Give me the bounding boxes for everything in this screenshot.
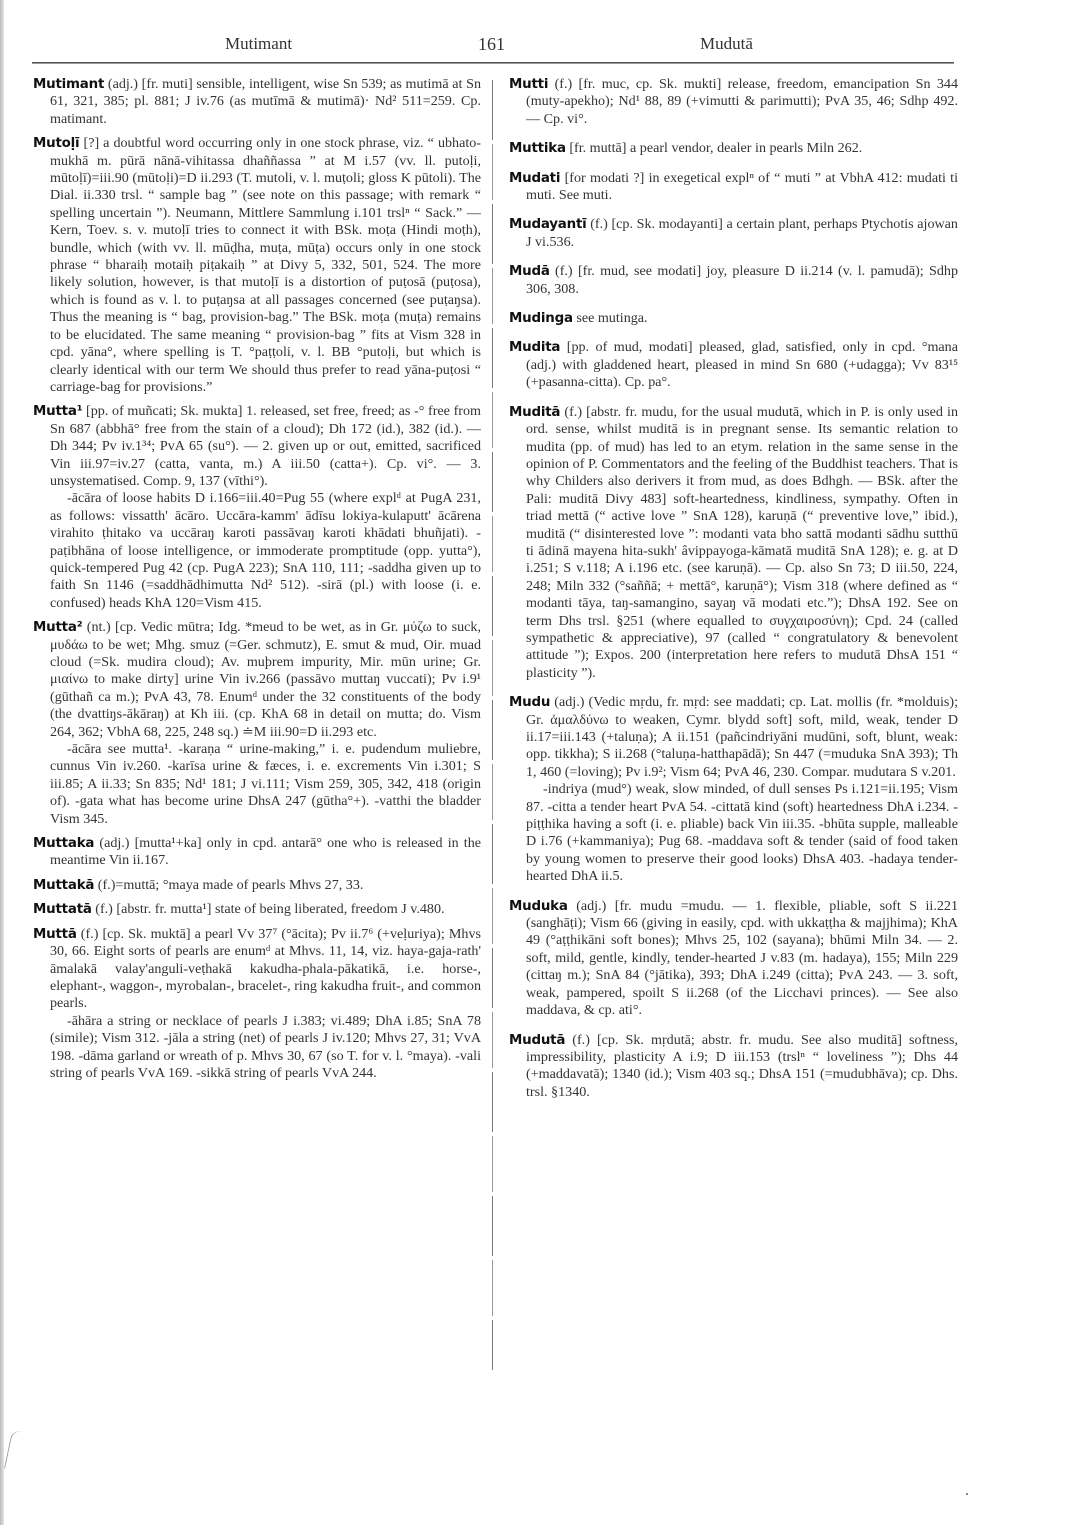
dictionary-entry xyxy=(509,1032,958,1102)
dictionary-entry xyxy=(509,310,958,327)
entry-definition: (f.) [fr. muc, cp. Sk. mukti] release, freedom, emancipation Sn 344 (muty-apekho); Nd¹ 88, 89 (+vimutti & parimutti); PvA 35, 46; Sdhp 492. — Cp. vi°. xyxy=(526,76,958,127)
entry-definition: (adj.) [fr. muti] sensible, intelligent, wise Sn 539; as mutimā at Sn 61, 321, 385; pl. 881; J iv.76 (as mutīmā & mutimā)· Nd² 511=259. Cp. matimant. xyxy=(50,76,481,127)
dictionary-entry xyxy=(33,76,481,128)
entry-headword: Mudutā xyxy=(509,1032,566,1048)
entry-definition: (f.) [cp. Sk. muktā] a pearl Vv 37⁷ (°ācita); Pv ii.7⁶ (+veḷuriya); Mhvs 30, 66. Eight sorts of pearls are enumᵈ at Mhvs. 11, 14, viz. haya-gaja-rath' āmalakā valay'anguli-veṭhakā kakudha-phala-pākatikā, i.e. horse-, elephant-, waggon-, myrobalan-, bracelet-, ring kakudha fruit-, and common pearls. xyxy=(50,925,481,1012)
entry-definition: (adj.) (Vedic mṛdu, fr. mṛd: see maddati; cp. Lat. mollis (fr. *molduis); Gr. ἀμαλδύνω to weaken, Cymr. blydd soft] soft, mild, weak, tender D ii.17=iii.143 (+taluṇa); A ii.151 (pañcindriyāni mudūni, soft, blunt, weak: opp. tikkha); S ii.268 (°taluṇa-hatthapādā); Sn 447 (=muduka SnA 393); Th 1, 460 (=loving); Pv i.9²; Vism 64; PvA 46, 230. Compar. mudutara S v.201. xyxy=(526,694,958,780)
scan-artifact-mark xyxy=(4,1429,23,1470)
dictionary-entry xyxy=(509,694,958,885)
entry-definition: [for modati ?] in exegetical explⁿ of “ muti ” at VbhA 412: mudati ti muti. See muti. xyxy=(526,169,959,204)
entry-definition: (adj.) [mutta¹+ka] only in cpd. antarā° one who is released in the meantime Vin ii.167. xyxy=(50,835,481,869)
dictionary-entry xyxy=(33,835,481,870)
entry-headword: Muttā xyxy=(33,926,77,942)
dictionary-entry xyxy=(509,339,958,391)
scan-artifact-dot xyxy=(966,1493,968,1495)
entry-headword: Mudati xyxy=(509,170,561,186)
entry-definition: (f.) [cp. Sk. modayanti] a certain plant, perhaps Ptychotis ajowan J vi.536. xyxy=(526,216,958,250)
dictionary-entry xyxy=(509,170,958,205)
dictionary-entry xyxy=(509,898,958,1020)
entry-headword: Mudu xyxy=(509,695,551,711)
running-header xyxy=(30,30,950,58)
entry-definition: (nt.) [cp. Vedic mūtra; Idg. *meud to be wet, as in Gr. μύζω to suck, μυδάω to be wet; Mhg. smuz (=Ger. schmutz), E. smut & mud, Oir. muad cloud (=Sk. mudira cloud); Av. muþrem impurity, Mir. mūn urine; Gr. μιαίνω to make dirty] urine Vin iv.266 (passāvo muttaŋ vuccati); Pv i.9¹ (gūthañ ca m.); PvA 43, 78. Enumᵈ under the 32 constituents of the body (the dvattiŋs-ākāraŋ) at Kh iii. (cp. KhA 68 in detail on mutta; do. Vism 264, 362; VbhA 68, 225, 248 sq.) ≐M iii.90=D ii.293 etc. xyxy=(50,619,481,740)
dictionary-entry xyxy=(33,926,481,1083)
entry-definition: (f.) [cp. Sk. mṛdutā; abstr. fr. mudu. See also muditā] softness, impressibility, plasticity A i.9; D iii.153 (trslⁿ “ loveliness ”); Dhs 44 (+maddavatā); 1340 (id.); Vism 403 sq.; DhsA 151 (=mudubhāva); cp. Dhs. trsl. §1340. xyxy=(526,1031,958,1100)
entry-headword: Mudā xyxy=(509,264,550,280)
entry-definition: [fr. muttā] a pearl vendor, dealer in pearls Miln 262. xyxy=(569,140,863,157)
page-number: 161 xyxy=(478,34,505,54)
dictionary-entry xyxy=(509,140,958,157)
entry-headword: Muttaka xyxy=(33,836,95,852)
header-rule xyxy=(32,62,954,63)
right-guide-word: Mudutā xyxy=(700,34,753,53)
dictionary-entry xyxy=(33,619,481,828)
entry-headword: Mudita xyxy=(509,340,561,356)
entry-compounds: -indriya (mud°) weak, slow minded, of dull senses Ps i.121=ii.195; Vism 87. -citta a tender heart PvA 54. -cittatā kind (soft) heartedness DhA i.234. -piṭṭhika having a soft (i. e. pliable) back Vin iii.35. -bhūta supple, malleable D i.76 (+kammaniya); Pug 68. -maddava soft & tender (said of food taken by young women to preserve their good looks) DhsA 403. -hadaya tender-hearted DhA ii.5. xyxy=(526,781,958,885)
dictionary-entry xyxy=(509,76,958,128)
entry-definition: [pp. of mud, modati] pleased, glad, satisfied, only in cpd. °mana (adj.) with gladdened heart, pleased in mind Sn 680 (+udagga); Vv 83¹⁵ (+pasanna-citta). Cp. pa°. xyxy=(526,339,958,391)
column-divider xyxy=(492,80,493,1370)
entry-definition: [pp. of muñcati; Sk. mukta] 1. released, set free, freed; as -° free from Sn 687 (abbhā° free from the stain of a cloud); Dh 172 (id.), 382 (id.). — Dh 344; Pv iv.1³⁴; PvA 65 (su°). — 2. given up or out, emitted, sacrificed Vin iii.97=iv.27 (catta, vanta, m.) A iii.50 (catta+). Cp. vi°. — 3. unsystematised. Comp. 9, 137 (vīthi°). xyxy=(50,403,481,489)
entry-definition: [?] a doubtful word occurring only in one stock phrase, viz. “ ubhato-mukhā m. pūrā nānā-vihitassa dhaññassa ” at M i.57 (vv. ll. putoḷi, mūtoḷī)=iii.90 (mūtoḷi)=D ii.293 (T. mutoli, v. l. muṭoli; gloss K pūtoli). The Dial. ii.330 trsl. “ sample bag ” (see note on this passage; with remark “ spelling uncertain ”). Neumann, Mittlere Sammlung i.101 trslⁿ “ Sack.” — Kern, Toev. s. v. mutoḷī tries to connect it with BSk. moṭa (Hindi moṭh), bundle, which (with vv. ll. mūḍha, muṭa, mūṭa) occurs only in one stock phrase “ bharaiḥ motaiḥ piṭakaiḥ ” at Divy 5, 332, 501, 524. The more likely solution, however, is that mutoḷī is a distortion of puṭosā (puṭosa), which is found as v. l. to puṭaŋsa at all passages concerned (see puṭaŋsa). Thus the meaning is “ bag, provision-bag.” The BSk. moṭa (muṭa) remains to be elucidated. The same meaning “ provision-bag ” fits at Vism 328 in cpd. yāna°, where spelling is T. °paṭṭoli, v. l. BB °putoḷi, but which is clearly identical with our term We should thus prefer to read yāna-puṭosi “ carriage-bag for provisions.” xyxy=(50,135,481,395)
entry-definition: (f.)=muttā; °maya made of pearls Mhvs 27, 33. xyxy=(97,876,364,893)
entry-headword: Mutta¹ xyxy=(33,404,83,420)
entry-definition: (adj.) [fr. mudu =mudu. — 1. flexible, pliable, soft S ii.221 (sanghāṭi); Vism 66 (giving in easily, cpd. with ukkaṭṭha & majjhima); KhA 49 (°aṭṭhikāni soft bones); Mhvs 25, 102 (sayana); bhūmi Miln 34. — 2. soft, mild, gentle, kindly, tender-hearted J v.83 (m. hadaya), 155; Miln 229 (cittaŋ m.); SnA 84 (°jātika), 393; DhA i.249 (citta); PvA 243. — 3. soft, weak, pampered, spoilt S ii.268 (of the Licchavi princes). — See also maddava, & cp. ati°. xyxy=(526,897,958,1019)
entry-headword: Mudinga xyxy=(509,311,573,327)
right-column xyxy=(509,76,958,1113)
entry-definition: (f.) [abstr. fr. mudu, for the usual mudutā, which in P. is only used in ord. sense, whilst muditā is in pregnant sense. Its semantic relation to mudita (pp. of mud) has led to an etym. relation in the same sense in the opinion of P. Commentators and the feeling of the Buddhist teachers. That is why Childers also derivers it from mud, as does Bdhgh. — BSk. after the Pali: muditā Divy 483] soft-heartedness, kindliness, sympathy. Often in triad mettā (“ active love ” SnA 128), karuṇā (“ preventive love,” ibid.), muditā (“ disinterested love ”: modanti vata bho sattā modanti sādhu sutthū ti ādinā mayena hita-sukh' âvippayoga-kāmatā muditā SnA 128); e. g. at D i.251; S v.118; A i.196 etc. (see karuṇā). — Cp. also Sn 73; D iii.50, 224, 248; Miln 332 (°saññā; + mettā°, karuṇā°); Vism 318 (where defined as “ modanti tāya, taŋ-samangino, sayaŋ vā modati etc.”); DhsA 192. See on term Dhs trsl. §251 (where equalled to συγχαιροσύνη); Cpd. 24 (called sympathetic & appreciative), 97 (called “ congratulatory & benevolent attitude ”); Expos. 200 (interpretation here refers to mudutā DhsA 151 “ plasticity ”). xyxy=(526,403,958,681)
entry-headword: Mutta² xyxy=(33,620,83,636)
dictionary-entry xyxy=(509,216,958,251)
entry-headword: Muttakā xyxy=(33,877,95,893)
entry-compounds: -āhāra a string or necklace of pearls J i.383; vi.489; DhA i.85; SnA 78 (simile); Vism 312. -jāla a string (net) of pearls J iv.120; Mhvs 27, 31; VvA 198. -dāma garland or wreath of p. Mhvs 30, 67 (so T. for v. l. °maya). -vali string of pearls VvA 169. -sikkā string of pearls VvA 244. xyxy=(50,1012,481,1081)
dictionary-entry xyxy=(33,901,481,918)
entry-definition: see mutinga. xyxy=(576,310,648,327)
dictionary-entry xyxy=(33,877,481,894)
left-guide-word: Mutimant xyxy=(225,34,293,53)
entry-headword: Muditā xyxy=(509,404,561,420)
dictionary-entry xyxy=(33,135,481,396)
entry-compounds: -ācāra see mutta¹. -karaṇa “ urine-making,” i. e. pudendum muliebre, cunnus Vin iv.260. -karīsa urine & fæces, i. e. excrements Vin i.301; S iii.85; A ii.33; Sn 835; Nd¹ 181; J vi.111; Vism 259, 305, 342, 418 (origin of). -gata what has become urine DhsA 247 (gūtha°+). -vatthi the bladder Vism 345. xyxy=(50,741,481,827)
scan-page-edge xyxy=(0,0,4,1525)
dictionary-entry xyxy=(33,403,481,612)
entry-headword: Mutimant xyxy=(33,77,105,92)
dictionary-entry xyxy=(509,404,958,683)
dictionary-entry xyxy=(509,263,958,298)
entry-definition: (f.) [fr. mud, see modati] joy, pleasure D ii.214 (v. l. pamudā); Sdhp 306, 308. xyxy=(526,263,958,297)
entry-headword: Mudayantī xyxy=(509,217,587,233)
entry-headword: Mutoḷī xyxy=(33,136,80,152)
entry-headword: Muttatā xyxy=(33,902,92,918)
entry-headword: Muduka xyxy=(509,898,568,914)
entry-headword: Muttika xyxy=(509,141,566,157)
entry-compounds: -ācāra of loose habits D i.166=iii.40=Pug 55 (where explᵈ at PugA 231, as follows: vissatth' ācāro. Uccāra-kamm' ādīsu lokiya-kulaputt' ācārena virahito ṭhitako va uccāraŋ karoti passāvaŋ karoti khādati bhuñjati). -paṭibhāna of loose intelligence, or immoderate promptitude (opp. yutta°), quick-tempered Pug 42 (cp. PugA 223); SnA 110, 111; -saddha given up to faith Sn 1146 (=saddhādhimutta Nd² 512). -sirā (pl.) with loose (i. e. confused) heads KhA 120=Vism 415. xyxy=(50,490,481,611)
left-column xyxy=(33,76,481,1089)
entry-definition: (f.) [abstr. fr. mutta¹] state of being liberated, freedom J v.480. xyxy=(95,901,445,918)
entry-headword: Mutti xyxy=(509,77,549,92)
